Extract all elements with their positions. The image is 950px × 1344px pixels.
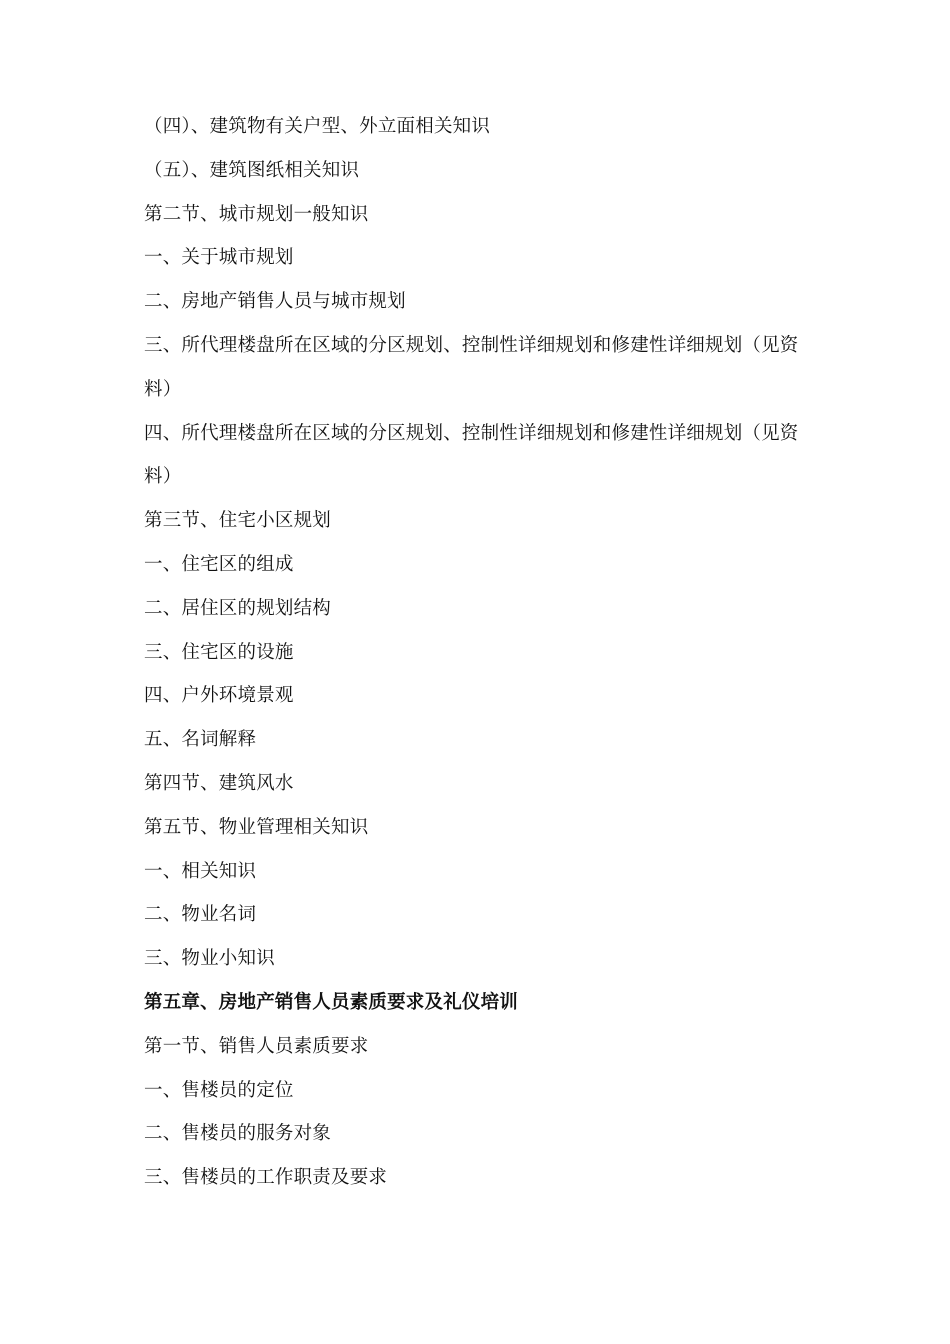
toc-item-building-layout: （四）、建筑物有关户型、外立面相关知识 (144, 116, 491, 137)
toc-section-sales-quality: 第一节、销售人员素质要求 (144, 1035, 369, 1057)
toc-item-service-targets: 二、售楼员的服务对象 (144, 1123, 332, 1145)
toc-item-outdoor-landscape: 四、户外环境景观 (144, 685, 294, 707)
toc-item-role-positioning: 一、售楼员的定位 (144, 1079, 294, 1101)
toc-section-urban-planning: 第二节、城市规划一般知识 (144, 203, 369, 225)
toc-item-residential-composition: 一、住宅区的组成 (144, 553, 294, 575)
toc-item-about-urban-planning: 一、关于城市规划 (144, 247, 294, 269)
toc-item-residential-facilities: 三、住宅区的设施 (144, 641, 294, 663)
toc-item-property-tips: 三、物业小知识 (144, 948, 275, 970)
toc-item-duties-requirements: 三、售楼员的工作职责及要求 (144, 1167, 388, 1189)
document-body (144, 105, 824, 1200)
toc-chapter-5-heading: 第五章、房地产销售人员素质要求及礼仪培训 (144, 991, 519, 1013)
toc-section-fengshui: 第四节、建筑风水 (144, 772, 294, 794)
toc-item-zoning-plan-3: 三、所代理楼盘所在区域的分区规划、控制性详细规划和修建性详细规划（见资料） (144, 334, 799, 400)
toc-section-residential-planning: 第三节、住宅小区规划 (144, 510, 332, 532)
toc-item-glossary: 五、名词解释 (144, 729, 257, 751)
toc-item-sales-and-planning: 二、房地产销售人员与城市规划 (144, 291, 406, 313)
toc-item-building-drawings: （五）、建筑图纸相关知识 (144, 159, 360, 181)
toc-item-property-terms: 二、物业名词 (144, 904, 257, 926)
toc-item-zoning-plan-4: 四、所代理楼盘所在区域的分区规划、控制性详细规划和修建性详细规划（见资料） (144, 422, 799, 488)
toc-item-related-knowledge: 一、相关知识 (144, 860, 257, 882)
toc-section-property-management: 第五节、物业管理相关知识 (144, 816, 369, 838)
toc-item-planning-structure: 二、居住区的规划结构 (144, 597, 332, 619)
